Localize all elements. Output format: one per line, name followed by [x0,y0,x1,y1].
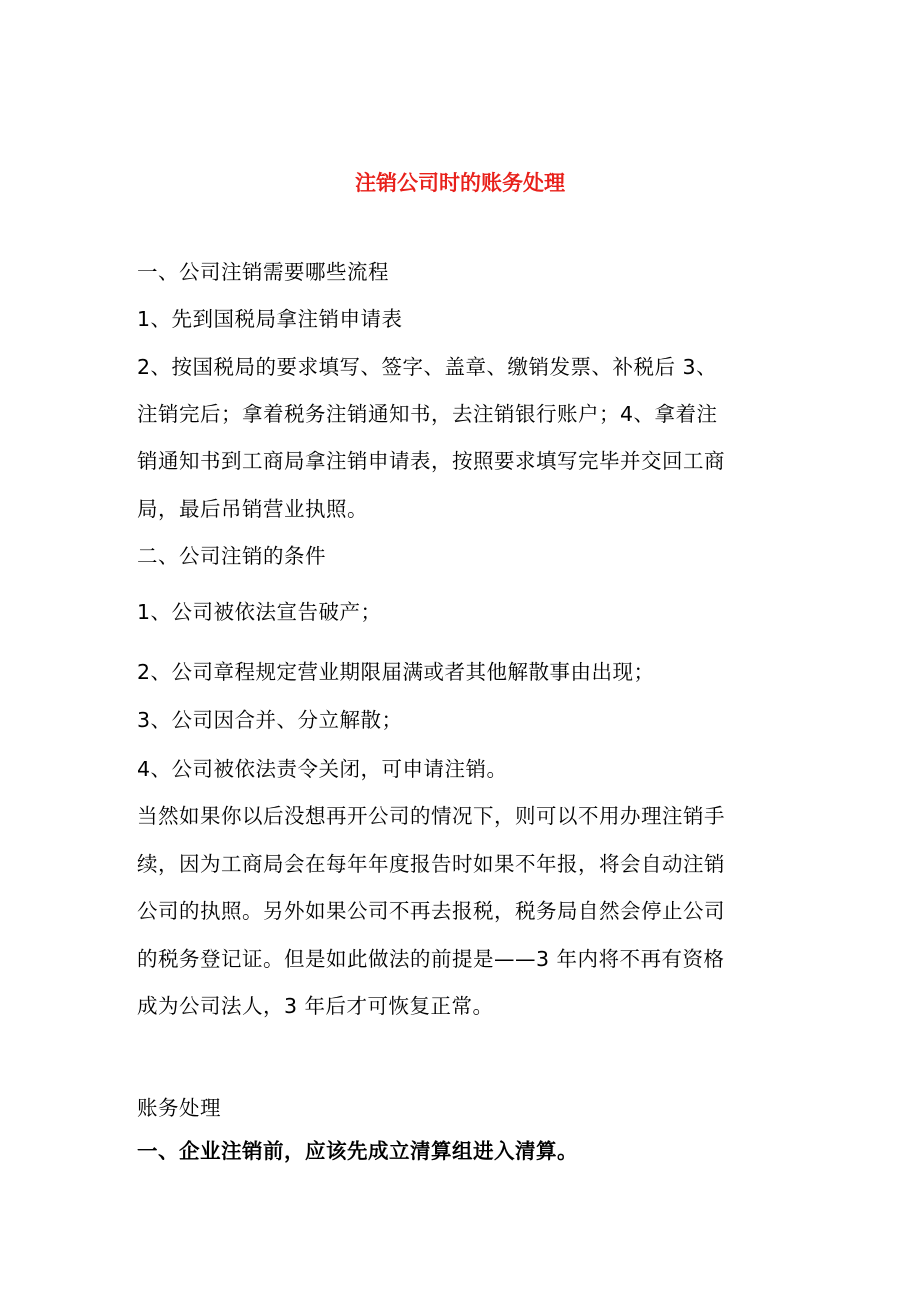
section-heading-conditions: 二、公司注销的条件 [137,544,326,568]
process-paragraph-line: 销通知书到工商局拿注销申请表，按照要求填写完毕并交回工商 [137,449,725,473]
note-paragraph-line: 续，因为工商局会在每年年度报告时如果不年报，将会自动注销 [137,852,725,876]
condition-item: 4、公司被依法责令关闭，可申请注销。 [137,757,508,781]
condition-item: 2、公司章程规定营业期限届满或者其他解散事由出现； [137,660,655,684]
note-paragraph-line: 公司的执照。另外如果公司不再去报税，税务局自然会停止公司 [137,899,725,923]
accounting-subheading: 一、企业注销前，应该先成立清算组进入清算。 [137,1139,578,1163]
section-heading-process: 一、公司注销需要哪些流程 [137,260,389,284]
document-title: 注销公司时的账务处理 [355,171,565,195]
section-heading-accounting: 账务处理 [137,1096,221,1120]
note-paragraph-line: 成为公司法人，3 年后才可恢复正常。 [137,994,494,1018]
condition-item: 1、公司被依法宣告破产； [137,600,382,624]
process-paragraph-line: 局，最后吊销营业执照。 [137,497,368,521]
condition-item: 3、公司因合并、分立解散； [137,708,403,732]
note-paragraph-line: 当然如果你以后没想再开公司的情况下，则可以不用办理注销手 [137,804,725,828]
process-paragraph-line: 2、按国税局的要求填写、签字、盖章、缴销发票、补税后 3、 [137,355,718,379]
note-paragraph-line: 的税务登记证。但是如此做法的前提是——3 年内将不再有资格 [137,947,725,971]
process-step-1: 1、先到国税局拿注销申请表 [137,307,403,331]
process-paragraph-line: 注销完后；拿着税务注销通知书，去注销银行账户；4、拿着注 [137,402,718,426]
